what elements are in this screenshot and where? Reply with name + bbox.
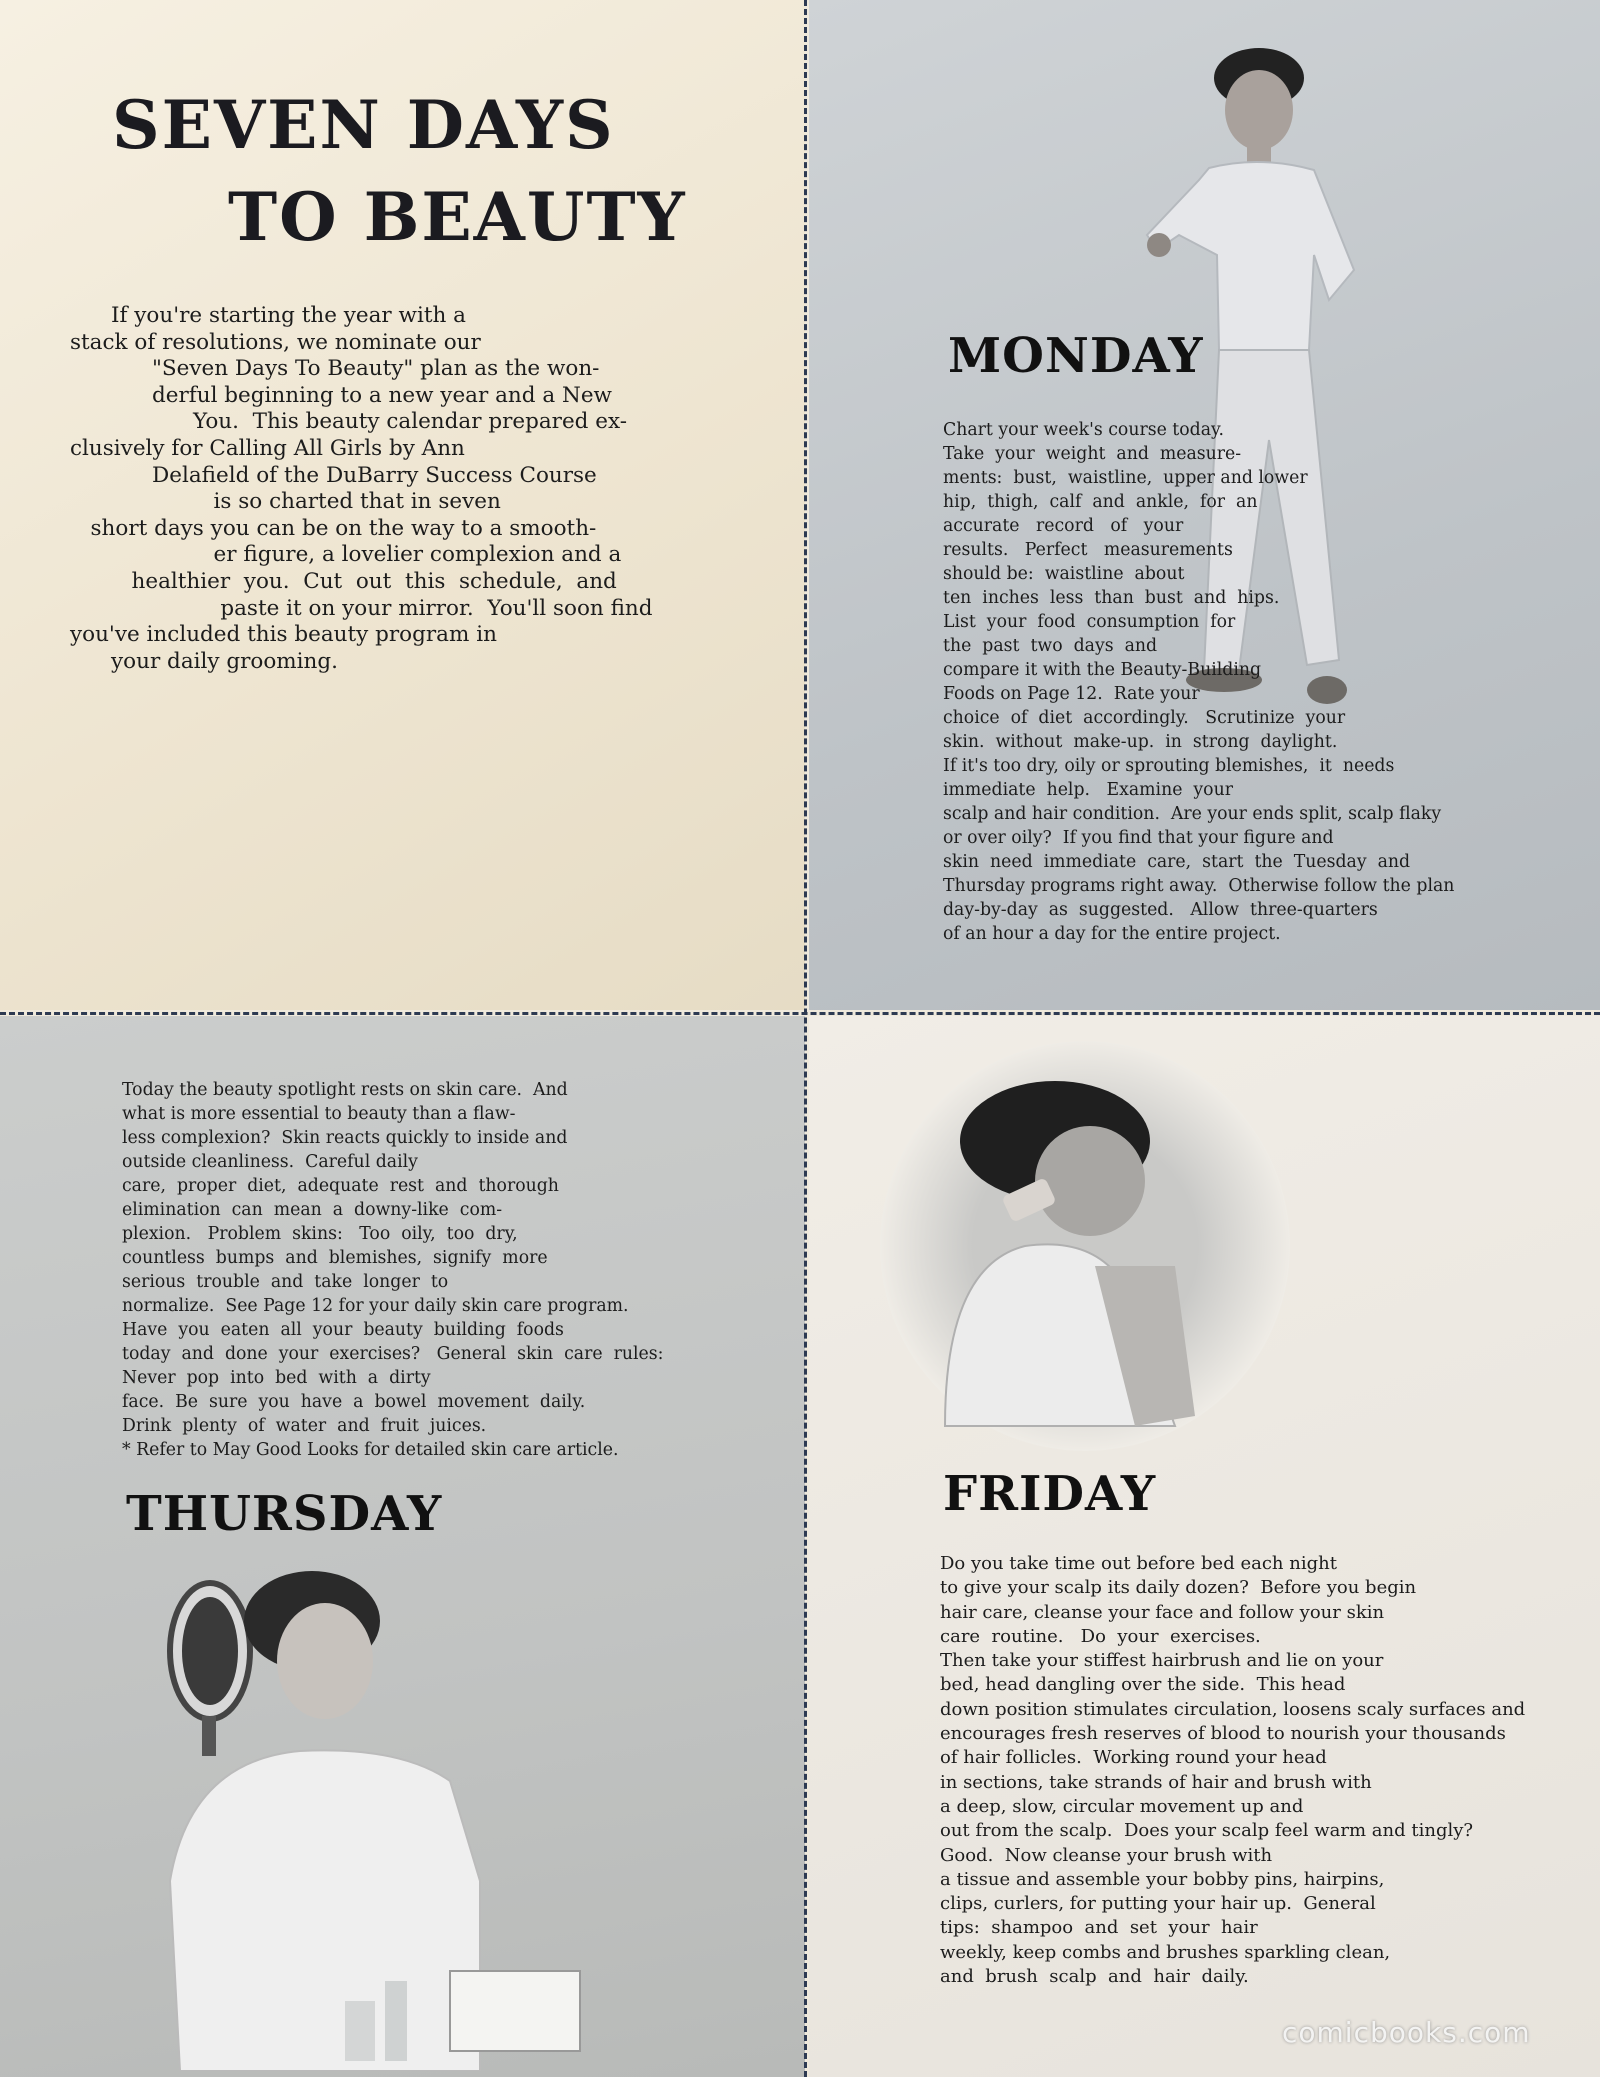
friday-hairbrush-photo <box>875 1036 1295 1456</box>
watermark: comicbooks.com <box>1282 2016 1531 2049</box>
monday-panel <box>809 0 1600 1010</box>
page-title-line-2: TO BEAUTY <box>228 178 687 256</box>
friday-text: Do you take time out before bed each night to give your scalp its daily dozen? Before you begin hair care, cleanse your face and follow your skin care routine. Do your exercises. Then take your stiffest hairbrush and lie on your bed, head dangling over the side. This head down position stimulates circulation, loosens scaly surfaces and encourages fresh reserves of blood to nourish your thousands of hair follicles. Working round your head in sections, take strands of hair and brush with a deep, slow, circular movement up and out from the scalp. Does your scalp feel warm and tingly? Good. Now cleanse your brush with a tissue and assemble your bobby pins, hairpins, clips, curlers, for putting your hair up. General tips: shampoo and set your hair weekly, keep combs and brushes sparkling clean, and brush scalp and hair daily. <box>940 1553 1526 1988</box>
thursday-panel <box>0 1016 805 2077</box>
page-title-line-1: SEVEN DAYS <box>112 86 615 164</box>
horizontal-cut-line <box>0 1012 1600 1015</box>
friday-heading: FRIDAY <box>943 1466 1157 1522</box>
monday-heading: MONDAY <box>948 328 1204 384</box>
thursday-text: Today the beauty spotlight rests on skin care. And what is more essential to beauty than a flaw- less complexion? Skin reacts quickly to inside and outside cleanliness. Careful daily care, proper diet, adequate rest and thorough elimination can mean a downy-like com- plexion. Problem skins: Too oily, too dry, countless bumps and blemishes, signify more serious trouble and take longer to normalize. See Page 12 for your daily skin care program. Have you eaten all your beauty building foods today and done your exercises? General skin care rules: Never pop into bed with a dirty face. Be sure you have a bowel movement daily. Drink plenty of water and fruit juices. * Refer to May Good Looks for detailed skin care article. <box>122 1080 664 1460</box>
friday-panel <box>809 1016 1600 2077</box>
monday-text: Chart your week's course today. Take your weight and measure- ments: bust, waistline, upper and lower hip, thigh, calf and ankle, for an accurate record of your results. Perfect measurements should be: waistline about ten inches less than bust and hips. List your food consumption for the past two days and compare it with the Beauty-Building Foods on Page 12. Rate your choice of diet accordingly. Scrutinize your skin. without make-up. in strong daylight. If it's too dry, oily or sprouting blemishes, it needs immediate help. Examine your scalp and hair condition. Are your ends split, scalp flaky or over oily? If you find that your figure and skin need immediate care, start the Tuesday and Thursday programs right away. Otherwise follow the plan day-by-day as suggested. Allow three-quarters of an hour a day for the entire project. <box>943 420 1455 944</box>
thursday-mirror-photo <box>150 1551 620 2071</box>
vertical-cut-line <box>804 0 807 2077</box>
intro-text: If you're starting the year with a stack of resolutions, we nominate our "Seven Days To Beauty" plan as the won- derful beginning to a new year and a New You. This beauty calendar prepared ex- clusively for Calling All Girls by Ann Delafield of the DuBarry Success Course is so charted that in seven short days you can be on the way to a smooth- er figure, a lovelier complexion and a healthier you. Cut out this schedule, and paste it on your mirror. You'll soon find you've included this beauty program in your daily grooming. <box>70 303 653 674</box>
thursday-heading: THURSDAY <box>126 1486 443 1542</box>
intro-panel <box>0 0 805 1010</box>
